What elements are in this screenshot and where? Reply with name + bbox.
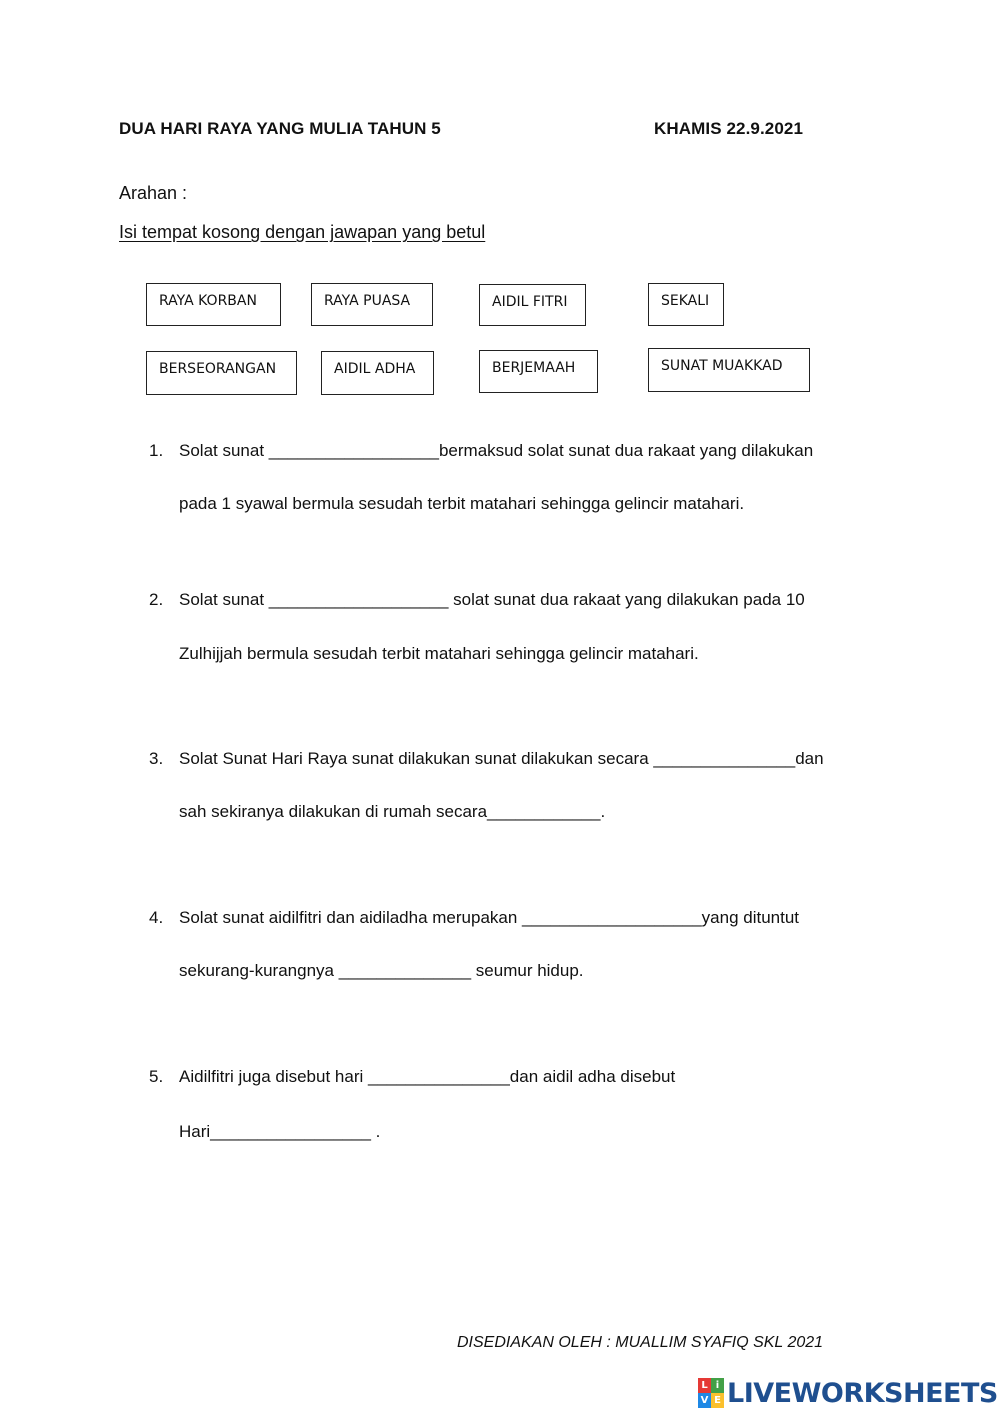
question-1-line-2: pada 1 syawal bermula sesudah terbit matahari sehingga gelincir matahari. bbox=[179, 494, 745, 513]
logo-tile-l: L bbox=[698, 1378, 711, 1393]
question-3-line-1: Solat Sunat Hari Raya sunat dilakukan sunat dilakukan secara _______________dan bbox=[179, 749, 824, 768]
liveworksheets-icon bbox=[698, 1378, 724, 1408]
question-1-number: 1. bbox=[149, 441, 164, 460]
question-4-line-2: sekurang-kurangnya ______________ seumur hidup. bbox=[179, 961, 584, 980]
question-4-number: 4. bbox=[149, 908, 164, 927]
word-option-sekali[interactable]: SEKALI bbox=[648, 283, 724, 326]
word-option-raya-korban[interactable]: RAYA KORBAN bbox=[146, 283, 281, 326]
word-option-aidil-fitri[interactable]: AIDIL FITRI bbox=[479, 284, 586, 326]
liveworksheets-wordmark: LIVEWORKSHEETS bbox=[727, 1377, 998, 1409]
question-3-line-2: sah sekiranya dilakukan di rumah secara____________. bbox=[179, 802, 606, 821]
question-5-number: 5. bbox=[149, 1067, 164, 1086]
question-1-line-1: Solat sunat __________________bermaksud solat sunat dua rakaat yang dilakukan bbox=[179, 441, 814, 460]
question-2-line-2: Zulhijjah bermula sesudah terbit matahari sehingga gelincir matahari. bbox=[179, 644, 699, 663]
liveworksheets-logo bbox=[698, 1376, 998, 1410]
question-5-line-1: Aidilfitri juga disebut hari _______________dan aidil adha disebut bbox=[179, 1067, 676, 1086]
word-option-raya-puasa[interactable]: RAYA PUASA bbox=[311, 283, 433, 326]
question-4-line-1: Solat sunat aidilfitri dan aidiladha merupakan ___________________yang dituntut bbox=[179, 908, 800, 927]
question-2-line-1: Solat sunat ___________________ solat sunat dua rakaat yang dilakukan pada 10 bbox=[179, 590, 805, 609]
logo-tile-i: i bbox=[711, 1378, 724, 1393]
question-3-number: 3. bbox=[149, 749, 164, 768]
word-option-berjemaah[interactable]: BERJEMAAH bbox=[479, 350, 598, 393]
prepared-by-footer: DISEDIAKAN OLEH : MUALLIM SYAFIQ SKL 2021 bbox=[457, 1334, 824, 1351]
arahan-label: Arahan : bbox=[119, 183, 188, 203]
instruction-text: Isi tempat kosong dengan jawapan yang betul bbox=[119, 222, 486, 242]
logo-tile-e: E bbox=[711, 1393, 724, 1408]
worksheet-title: DUA HARI RAYA YANG MULIA TAHUN 5 bbox=[119, 119, 441, 138]
worksheet-date: KHAMIS 22.9.2021 bbox=[654, 119, 804, 138]
word-option-sunat-muakkad[interactable]: SUNAT MUAKKAD bbox=[648, 348, 810, 392]
question-5-line-2: Hari_________________ . bbox=[179, 1122, 381, 1141]
word-option-aidil-adha[interactable]: AIDIL ADHA bbox=[321, 351, 434, 395]
question-2-number: 2. bbox=[149, 590, 164, 609]
word-option-berseorangan[interactable]: BERSEORANGAN bbox=[146, 351, 297, 395]
logo-tile-v: V bbox=[698, 1393, 711, 1408]
